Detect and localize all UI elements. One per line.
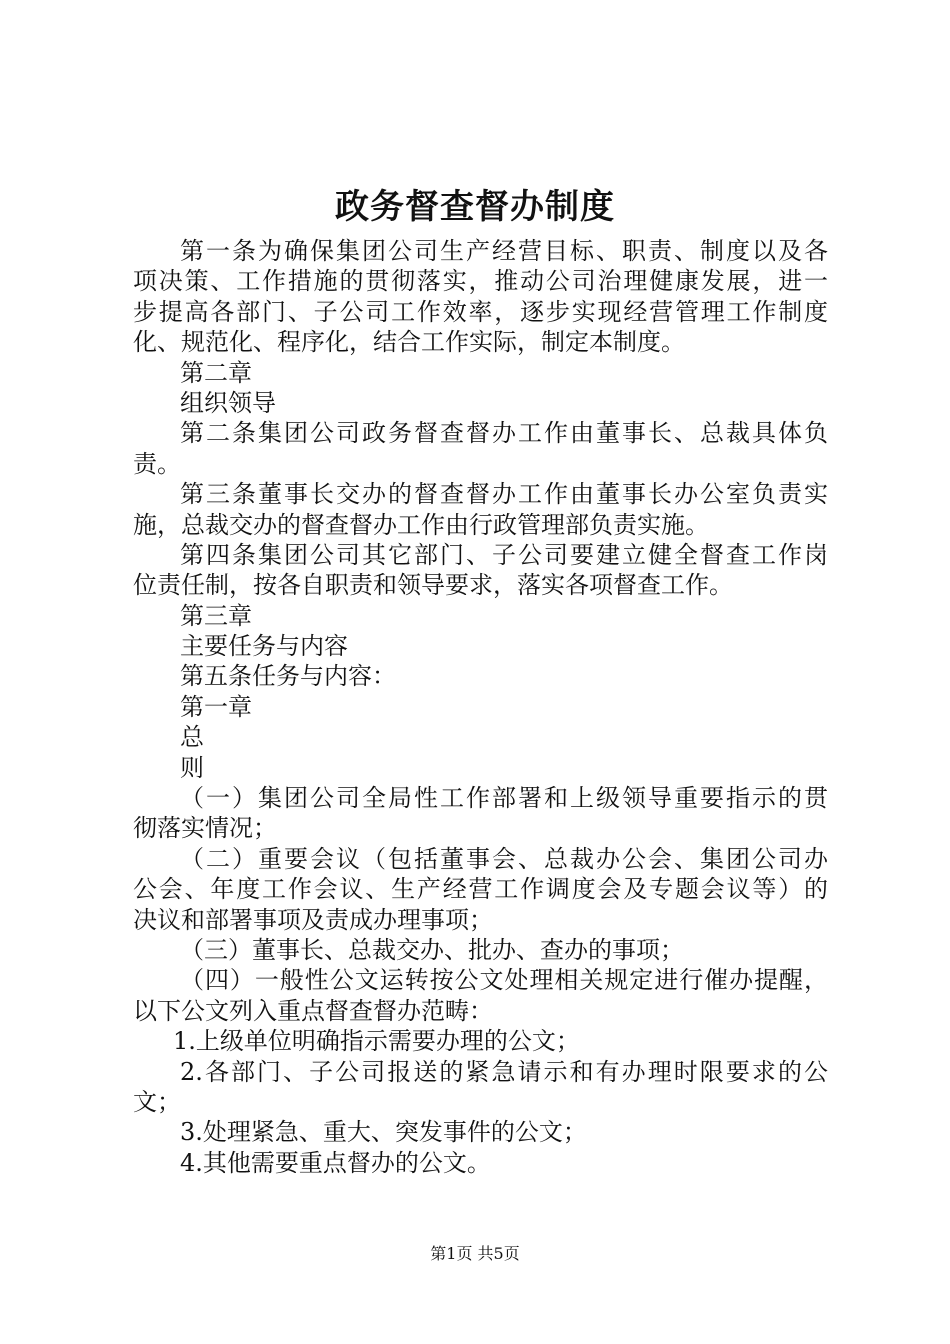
- document-body: [133, 236, 828, 1178]
- paragraph-line: 项决策、工作措施的贯彻落实，推动公司治理健康发展，进一: [133, 267, 828, 296]
- paragraph-line: 第一条为确保集团公司生产经营目标、职责、制度以及各: [180, 237, 828, 265]
- paragraph-line: 化、规范化、程序化，结合工作实际，制定本制度。: [133, 328, 685, 357]
- paragraph-line: 步提高各部门、子公司工作效率，逐步实现经营管理工作制度: [133, 297, 828, 326]
- paragraph-line: （二）重要会议（包括董事会、总裁办公会、集团公司办: [180, 844, 828, 873]
- paragraph-line: 决议和部署事项及责成办理事项；: [133, 905, 493, 934]
- paragraph-line: 彻落实情况；: [133, 814, 277, 843]
- paragraph-line: 位责任制，按各自职责和领导要求，落实各项督查工作。: [133, 571, 733, 600]
- paragraph-line: 第五条任务与内容：: [180, 662, 396, 691]
- paragraph-line: 第二条集团公司政务督查督办工作由董事长、总裁具体负: [180, 419, 828, 448]
- paragraph-line: 责。: [133, 449, 181, 478]
- paragraph-line: （一）集团公司全局性工作部署和上级领导重要指示的贯: [180, 784, 828, 813]
- list-item: 2.各部门、子公司报送的紧急请示和有办理时限要求的公: [180, 1057, 828, 1086]
- chapter-heading: 第一章: [180, 692, 252, 721]
- paragraph-line: 第三条董事长交办的督查督办工作由董事长办公室负责实: [180, 480, 828, 509]
- paragraph-line: 施，总裁交办的督查督办工作由行政管理部负责实施。: [133, 510, 709, 539]
- list-item: 文；: [133, 1087, 181, 1116]
- paragraph-line: 以下公文列入重点督查督办范畴：: [133, 996, 493, 1025]
- chapter-title: 总: [180, 723, 204, 752]
- chapter-title: 组织领导: [180, 388, 276, 417]
- paragraph-line: （三）董事长、总裁交办、批办、查办的事项；: [180, 935, 684, 964]
- paragraph-line: 第四条集团公司其它部门、子公司要建立健全督查工作岗: [180, 540, 828, 569]
- paragraph-line: （四）一般性公文运转按公文处理相关规定进行催办提醒，: [180, 966, 828, 995]
- chapter-title: 则: [180, 753, 204, 782]
- chapter-title: 主要任务与内容: [180, 632, 348, 661]
- page-footer: 第1页 共5页: [430, 1244, 520, 1263]
- list-item: 3.处理紧急、重大、突发事件的公文；: [180, 1118, 587, 1147]
- list-item: 1.上级单位明确指示需要办理的公文；: [173, 1027, 580, 1056]
- paragraph-line: 公会、年度工作会议、生产经营工作调度会及专题会议等）的: [133, 875, 828, 904]
- list-item: 4.其他需要重点督办的公文。: [180, 1148, 491, 1177]
- chapter-heading: 第三章: [180, 601, 252, 630]
- chapter-heading: 第二章: [180, 358, 252, 387]
- page-title: 政务督查督办制度: [335, 187, 615, 227]
